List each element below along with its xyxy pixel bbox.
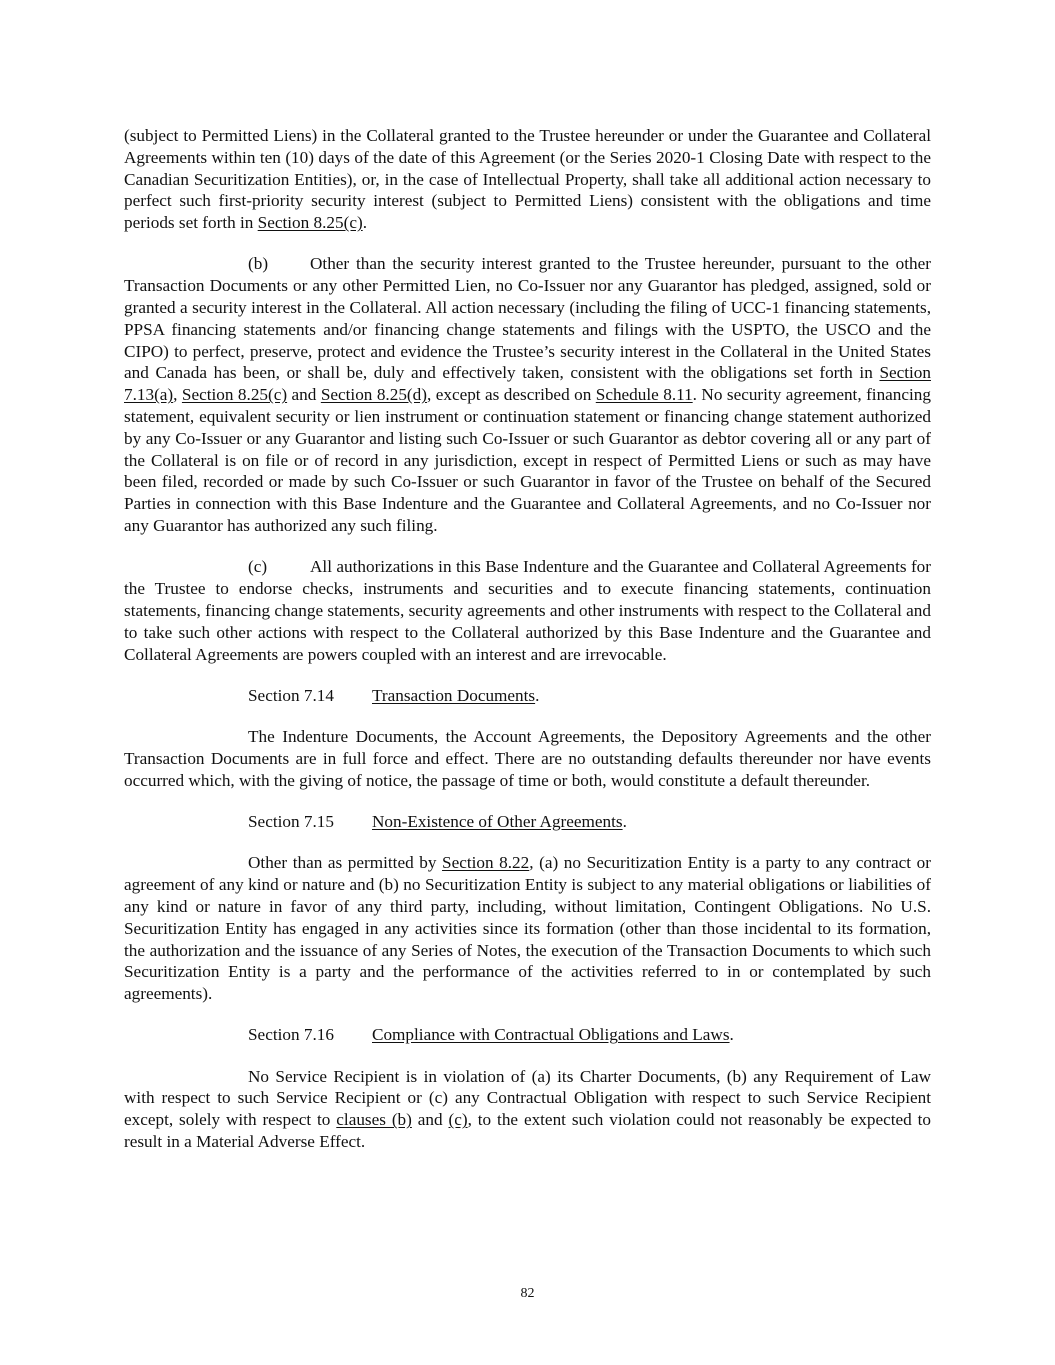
clause-reference[interactable]: clauses (b)	[336, 1110, 412, 1130]
section-number: Section 7.14	[248, 685, 334, 705]
paragraph-text: No Service Recipient is in violation of (a) its Charter Documents, (b) any Requirement of Law with respect to such Service Recipient or (c) any Contractual Obligation with respect to such Service Recipient except, solely with respect to	[124, 1066, 931, 1130]
section-reference[interactable]: Section 8.25(c)	[181, 385, 288, 405]
paragraph-non-existence	[124, 852, 931, 1005]
paragraph-transaction-documents	[124, 726, 931, 791]
paragraph-text: , to the extent such violation could not reasonably be expected to result in a Material Adverse Effect.	[124, 1110, 931, 1152]
paragraph-text: . No security agreement, financing statement, equivalent security or lien instrument or continuation statement or financing change statement authorized by any Co-Issuer or any Guarantor and listing such Co-Issuer or such Guarantor as debtor covering all or any part of the Collateral is on file or of record in any jurisdiction, except in respect of Permitted Liens or such as may have been filed, recorded or made by such Co-Issuer or such Guarantor in favor of the Trustee on behalf of the Secured Parties in connection with this Base Indenture and the Guarantee and Collateral Agreements, and no Co-Issuer nor any Guarantor has authorized any such filing.	[124, 385, 931, 536]
paragraph-text: , (a) no Securitization Entity is a party to any contract or agreement of any kind or nature and (b) no Securitization Entity is subject to any material obligations or liabilities of any kind or nature in favor of any third party, including, without limitation, Contingent Obligations. No U.S. Securitization Entity has engaged in any activities since its formation (other than those incidental to its formation, the authorization and the issuance of any Series of Notes, the execution of the Transaction Documents to which such Securitization Entity is a party and the performance of the activities referred to in or contemplated by such agreements).	[124, 853, 931, 1004]
section-reference[interactable]: Section 7.13(a)	[124, 363, 931, 405]
clause-reference[interactable]: (c)	[448, 1110, 468, 1130]
section-title-period: .	[535, 685, 540, 705]
paragraph-compliance	[124, 1066, 931, 1153]
clause-label: (b)	[248, 254, 269, 274]
section-number: Section 7.16	[248, 1025, 334, 1045]
paragraph-b	[124, 253, 931, 536]
section-heading-7-14	[248, 685, 931, 707]
paragraph-text: Other than the security interest granted to the Trustee hereunder, pursuant to the other Transaction Documents or any other Permitted Lien, no Co-Issuer nor any Guarantor has pledged, assigned, sold or granted a security interest in the Collateral. All action necessary (including the filing of UCC-1 financing statements, PPSA financing statements and/or financing change statements and filings with the USPTO, the USCO and the CIPO) to perfect, preserve, protect and evidence the Trustee’s security interest in the Collateral in the United States and Canada has been, or shall be, duly and effectively taken, consistent with the obligations set forth in	[124, 254, 931, 383]
section-number: Section 7.15	[248, 812, 334, 832]
paragraph-text: ,	[173, 385, 182, 405]
section-title-period: .	[729, 1025, 734, 1045]
section-title-period: .	[622, 812, 627, 832]
paragraph-text: and	[411, 1110, 449, 1130]
paragraph-text: and	[287, 385, 321, 405]
paragraph-text: , except as described on	[426, 385, 596, 405]
section-title: Transaction Documents	[372, 685, 536, 705]
schedule-reference[interactable]: Schedule 8.11	[595, 385, 693, 405]
document-page	[124, 125, 931, 1172]
section-heading-7-16	[248, 1024, 931, 1046]
paragraph-continuation	[124, 125, 931, 234]
paragraph-text: .	[362, 213, 367, 233]
section-title: Compliance with Contractual Obligations and Laws	[372, 1025, 730, 1045]
section-reference[interactable]: Section 8.22	[442, 853, 530, 873]
paragraph-text: (subject to Permitted Liens) in the Collateral granted to the Trustee hereunder or under the Guarantee and Collateral Agreements within ten (10) days of the date of this Agreement (or the Series 2020-1 Closing Date with respect to the Canadian Securitization Entities), or, in the case of Intellectual Property, shall take all additional action necessary to perfect such first-priority security interest (subject to Permitted Liens) consistent with the obligations and time periods set forth in	[124, 126, 931, 233]
clause-label: (c)	[248, 557, 268, 577]
section-reference[interactable]: Section 8.25(c)	[257, 213, 363, 233]
page-number: 82	[520, 1286, 535, 1301]
paragraph-text: The Indenture Documents, the Account Agreements, the Depository Agreements and the other Transaction Documents are in full force and effect. There are no outstanding defaults thereunder nor have events occurred which, with the giving of notice, the passage of time or both, would constitute a default thereunder.	[124, 727, 931, 790]
section-title: Non-Existence of Other Agreements	[372, 812, 623, 832]
paragraph-c	[124, 556, 931, 665]
section-heading-7-15	[248, 811, 931, 833]
paragraph-text: All authorizations in this Base Indenture and the Guarantee and Collateral Agreements for the Trustee to endorse checks, instruments and securities and to execute financing statements, continuation statements, financing change statements, security agreements and other instruments with respect to the Collateral and to take such other actions with respect to the Collateral authorized by this Base Indenture and the Guarantee and Collateral Agreements are powers coupled with an interest and are irrevocable.	[124, 557, 931, 664]
section-reference[interactable]: Section 8.25(d)	[320, 385, 427, 405]
paragraph-text: Other than as permitted by	[248, 853, 443, 873]
